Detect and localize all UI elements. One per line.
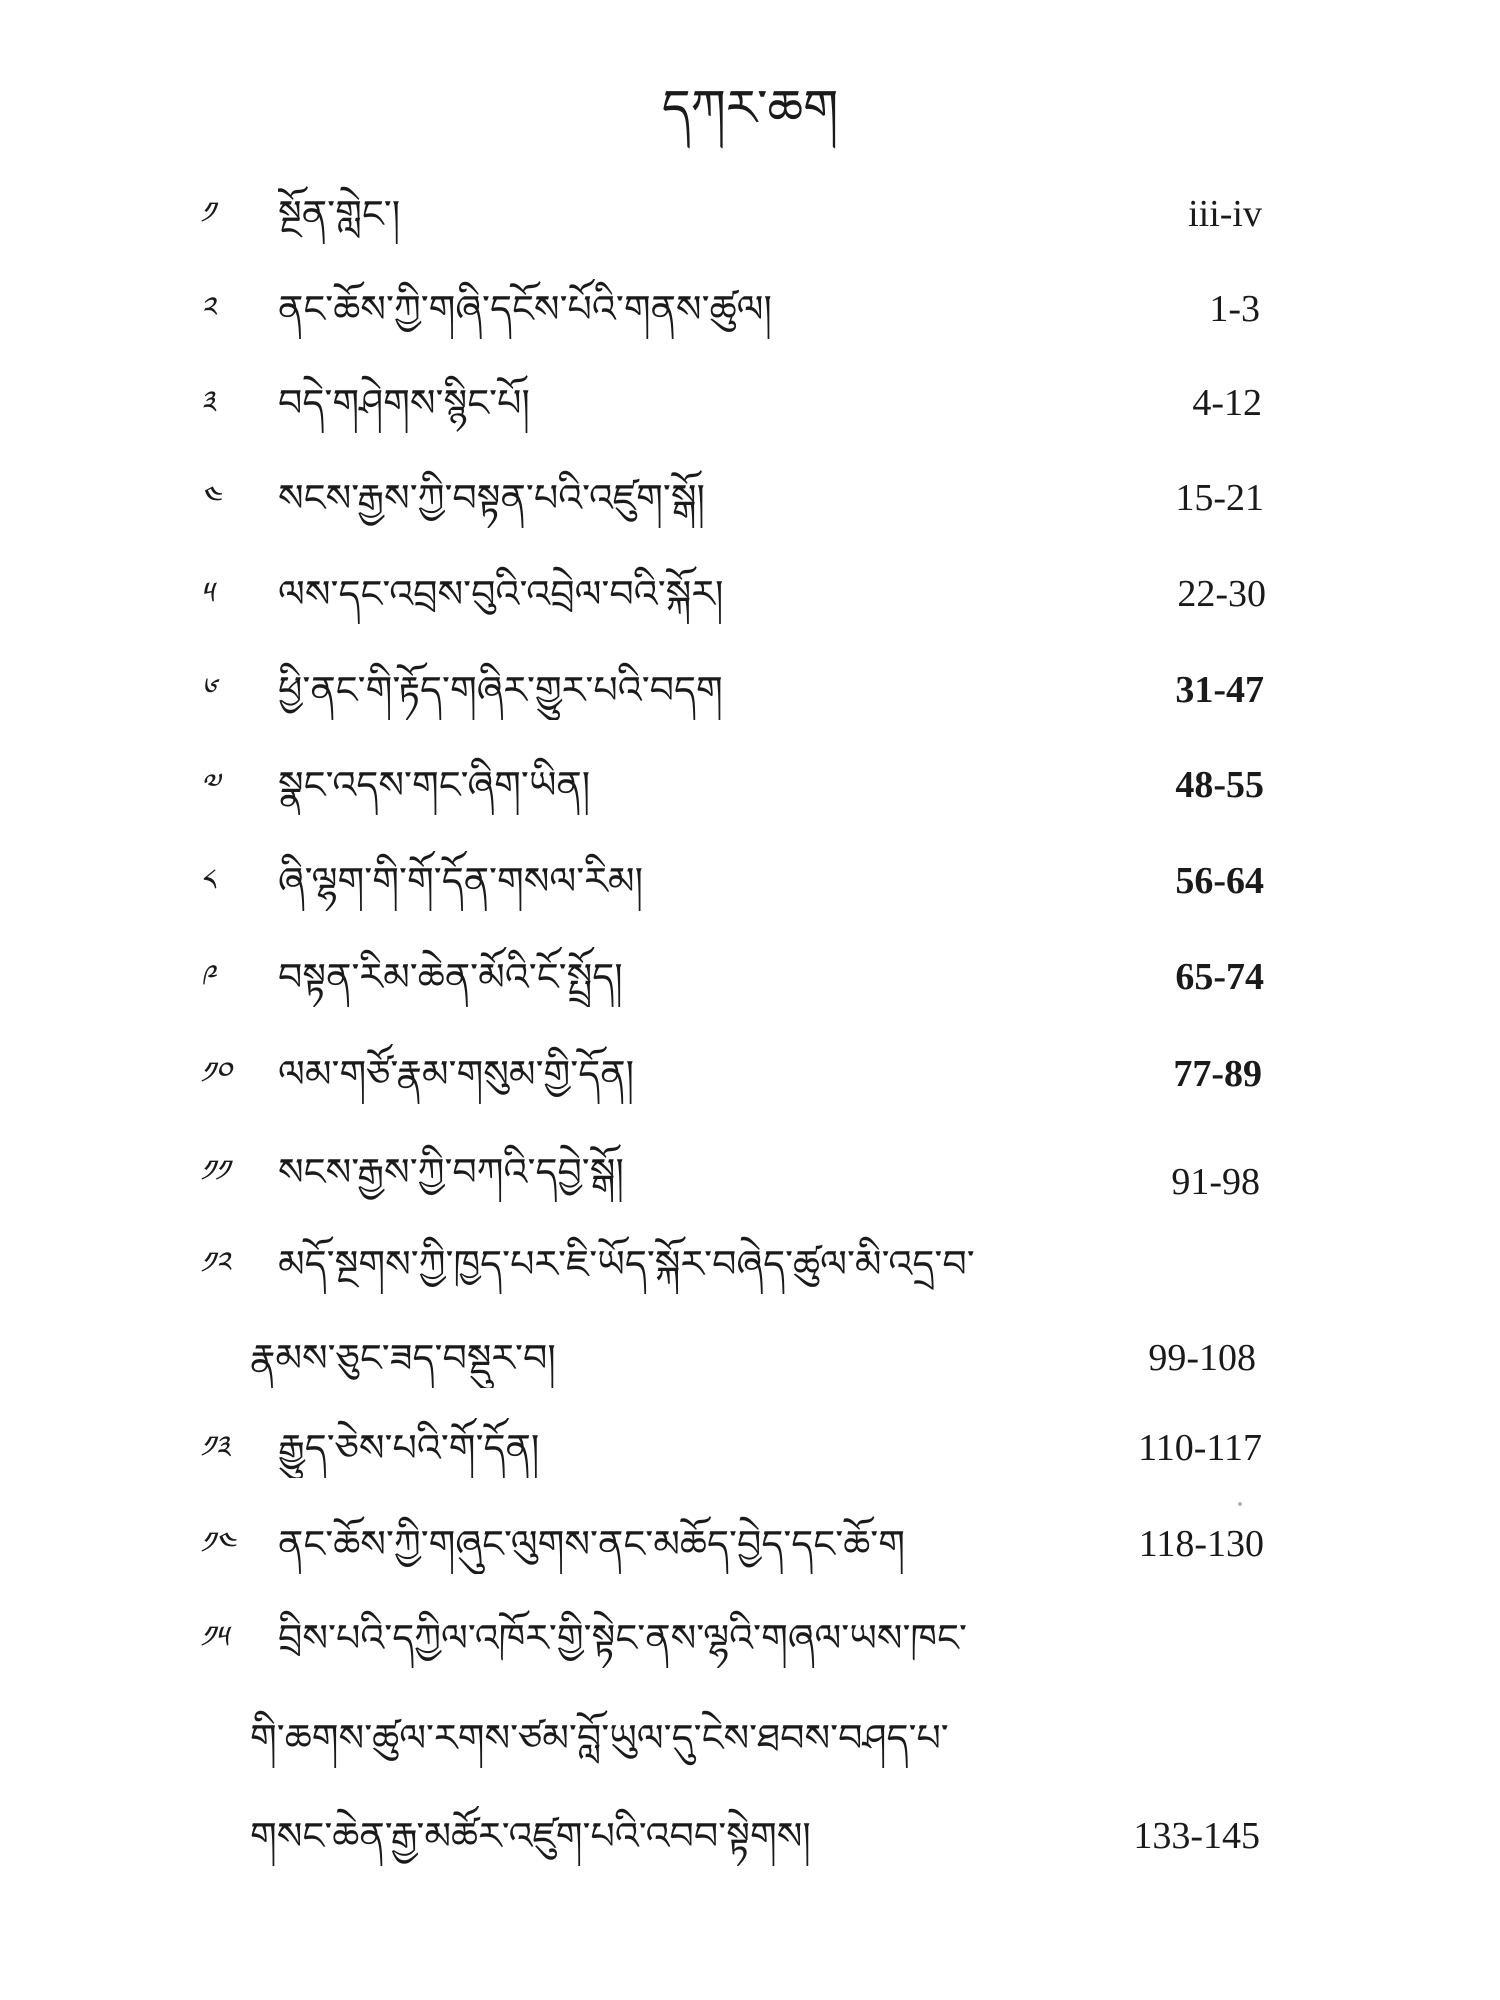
entry-title-line: བྲིས་པའི་དཀྱིལ་འཁོར་གྱི་སྟེང་ནས་ལྷའི་གཞལ་ཡས་ཁང་ [278,1616,967,1660]
entry-title-line: རྣམས་ཅུང་ཟད་བསྡུར་བ། [250,1336,556,1380]
entry-number: ༥ [200,576,214,611]
entry-pages: 4-12 [1192,382,1262,424]
entry-title: ལམ་གཙོ་རྣམ་གསུམ་གྱི་དོན། [278,1052,635,1096]
entry-title-line: གི་ཆགས་ཚུལ་རགས་ཙམ་བློ་ཡུལ་དུ་ངེས་ཐབས་བཤད་པ་ [250,1716,949,1760]
entry-number: ༩ [200,959,216,994]
entry-pages: 48-55 [1175,764,1264,806]
entry-pages: 22-30 [1177,573,1266,615]
entry-pages: 118-130 [1138,1523,1264,1565]
entry-number: ༨ [200,863,216,898]
entry-pages: 133-145 [1133,1815,1260,1857]
entry-title: བདེ་གཤེགས་སྙིང་པོ། [278,381,530,425]
entry-number: ༡༡ [200,1154,230,1189]
entry-number: ༣ [200,385,216,420]
entry-pages: 31-47 [1175,669,1264,711]
entry-title: སངས་རྒྱས་ཀྱི་བཀའི་དབྱེ་སྒོ། [278,1150,624,1194]
entry-pages: iii-iv [1188,193,1262,235]
entry-title: སྔོན་གླེང་། [278,192,401,236]
entry-title: ནང་ཆོས་ཀྱི་གཞུང་ལུགས་ནང་མཆོད་བྱེད་དང་ཆོ་ག [278,1522,906,1566]
entry-number: ༧ [200,767,220,802]
entry-number: ༡༤ [200,1526,236,1561]
page-title: དཀར་ཆག [661,79,839,137]
entry-title: ཞི་ལྷག་གི་གོ་དོན་གསལ་རིམ། [278,859,644,903]
entry-title: སངས་རྒྱས་ཀྱི་བསྟན་པའི་འཛུག་སྒོ། [278,476,705,520]
entry-title: རྒྱུད་ཅེས་པའི་གོ་དོན། [278,1426,540,1470]
entry-title: སྣང་འདས་གང་ཞིག་ཡིན། [278,763,591,807]
entry-title: ཕྱི་ནང་གི་རྟོད་གཞིར་གྱུར་པའི་བདག [278,668,723,712]
entry-pages: 65-74 [1175,956,1264,998]
entry-pages: 56-64 [1175,860,1264,902]
entry-number: ༡༢ [200,1246,231,1281]
entry-number: ༡༠ [200,1056,231,1091]
entry-pages: 99-108 [1148,1337,1256,1379]
entry-number: ༦ [200,672,216,707]
entry-title: ལས་དང་འབྲས་བུའི་འབྲེལ་བའི་སྐོར། [278,572,724,616]
entry-number: ༡༣ [200,1430,230,1465]
entry-number: ༡༥ [200,1620,228,1655]
entry-number: ༡ [200,196,215,231]
entry-pages: 15-21 [1175,477,1264,519]
entry-number: ༤ [200,480,221,515]
entry-number: ༢ [200,291,216,326]
print-speck [1238,1502,1242,1506]
entry-pages: 110-117 [1138,1427,1262,1469]
entry-pages: 1-3 [1209,288,1260,330]
entry-pages: 91-98 [1171,1161,1260,1203]
entry-title-line: མདོ་སྔགས་ཀྱི་ཁྱད་པར་ཇི་ཡོད་སྐོར་བཞེད་ཚུལ་མི་འདྲ་བ་ [278,1242,975,1286]
entry-title-line: གསང་ཆེན་རྒྱ་མཚོར་འཛུག་པའི་འབབ་སྟེགས། [250,1814,811,1858]
entry-pages: 77-89 [1173,1053,1262,1095]
entry-title: བསྟན་རིམ་ཆེན་མོའི་ངོ་སྤྲོད། [278,955,623,999]
entry-title: ནང་ཆོས་ཀྱི་གཞི་དངོས་པོའི་གནས་ཚུལ། [278,287,772,331]
